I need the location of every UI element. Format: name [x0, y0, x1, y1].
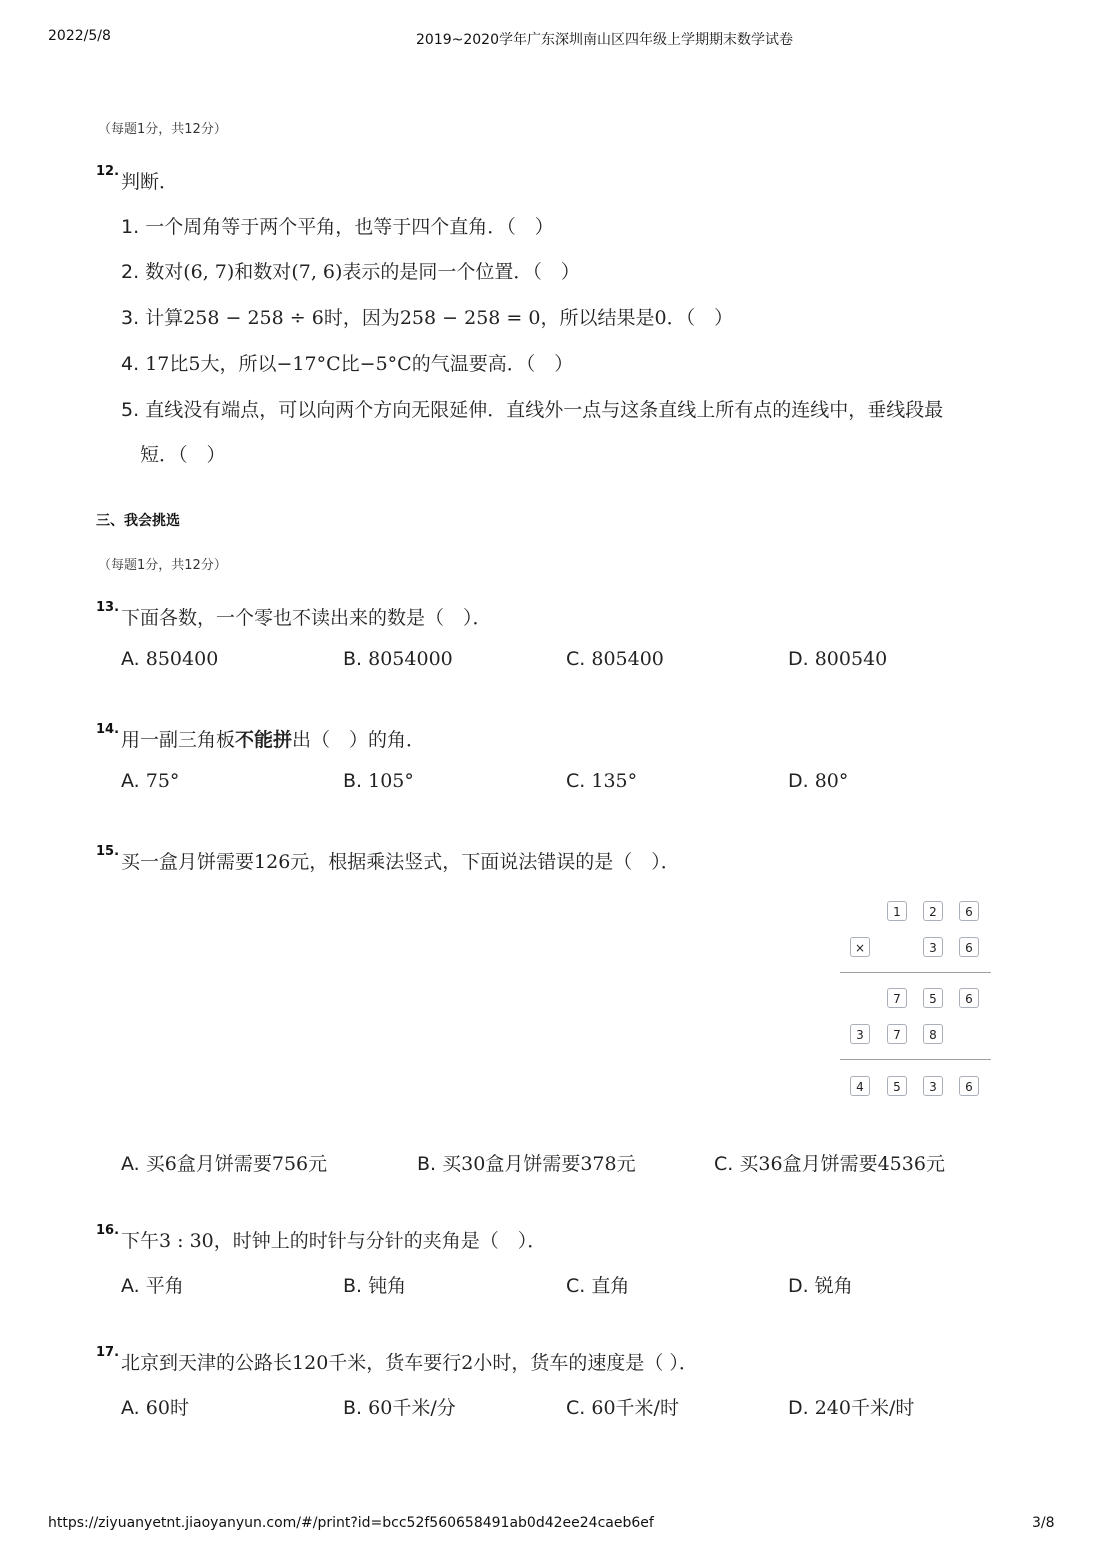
- digit-cell: 6: [959, 901, 979, 921]
- question-text: 用一副三角板不能拼出（ ）的角．: [121, 729, 426, 751]
- digit-cell: 3: [923, 937, 943, 957]
- section-score-note: （每题1分，共12分）: [98, 558, 227, 573]
- digit-cell: 7: [887, 1024, 907, 1044]
- times-sign-cell: ×: [850, 937, 870, 957]
- option-b[interactable]: B. 8054000: [343, 648, 453, 670]
- section-title: 三、我会挑选: [96, 513, 180, 529]
- question-number: 14.: [96, 722, 120, 737]
- digit-cell: 6: [959, 988, 979, 1008]
- question-number: 16.: [96, 1223, 120, 1238]
- option-a[interactable]: A. 75°: [121, 770, 180, 792]
- option-d[interactable]: D. 240千米/时: [788, 1397, 915, 1419]
- question-text: 判断．: [121, 171, 179, 193]
- digit-cell: 8: [923, 1024, 943, 1044]
- page-number: 3/8: [1032, 1515, 1055, 1531]
- calc-divider: [840, 1059, 991, 1060]
- option-a[interactable]: A. 平角: [121, 1275, 184, 1297]
- digit-cell: 3: [923, 1076, 943, 1096]
- digit-cell: 1: [887, 901, 907, 921]
- digit-cell: 5: [923, 988, 943, 1008]
- option-c[interactable]: C. 805400: [566, 648, 664, 670]
- digit-cell: 7: [887, 988, 907, 1008]
- judge-item-5-cont: 短．（ ）: [140, 444, 226, 466]
- digit-cell: 6: [959, 1076, 979, 1096]
- option-a[interactable]: A. 60时: [121, 1397, 189, 1419]
- digit-cell: 6: [959, 937, 979, 957]
- option-b[interactable]: B. 钝角: [343, 1275, 407, 1297]
- option-c[interactable]: C. 135°: [566, 770, 638, 792]
- question-text: 下午3 : 30，时钟上的时针与分针的夹角是（ ）．: [121, 1230, 547, 1252]
- calc-divider: [840, 972, 991, 973]
- judge-item-1: 1. 一个周角等于两个平角，也等于四个直角．（ ）: [121, 216, 554, 238]
- option-d[interactable]: D. 800540: [788, 648, 888, 670]
- option-b[interactable]: B. 105°: [343, 770, 414, 792]
- digit-cell: 5: [887, 1076, 907, 1096]
- option-d[interactable]: D. 锐角: [788, 1275, 853, 1297]
- question-text: 买一盒月饼需要126元，根据乘法竖式，下面说法错误的是（ ）．: [121, 851, 680, 873]
- option-a[interactable]: A. 买6盒月饼需要756元: [121, 1153, 328, 1175]
- question-number: 17.: [96, 1345, 120, 1360]
- question-text: 下面各数，一个零也不读出来的数是（ ）．: [121, 607, 492, 629]
- judge-item-5: 5. 直线没有端点，可以向两个方向无限延伸．直线外一点与这条直线上所有点的连线中，垂线段最: [121, 399, 944, 421]
- digit-cell: 3: [850, 1024, 870, 1044]
- question-number: 12.: [96, 164, 120, 179]
- option-b[interactable]: B. 60千米/分: [343, 1397, 456, 1419]
- option-a[interactable]: A. 850400: [121, 648, 219, 670]
- section-score-note: （每题1分，共12分）: [98, 122, 227, 137]
- option-c[interactable]: C. 直角: [566, 1275, 630, 1297]
- print-date: 2022/5/8: [48, 28, 111, 44]
- page-url[interactable]: https://ziyuanyetnt.jiaoyanyun.com/#/print?id=bcc52f560658491ab0d42ee24caeb6ef: [48, 1515, 654, 1531]
- question-number: 15.: [96, 844, 120, 859]
- question-number: 13.: [96, 600, 120, 615]
- option-c[interactable]: C. 买36盒月饼需要4536元: [714, 1153, 945, 1175]
- option-d[interactable]: D. 80°: [788, 770, 849, 792]
- digit-cell: 2: [923, 901, 943, 921]
- judge-item-3: 3. 计算258 − 258 ÷ 6时，因为258 − 258 = 0，所以结果是0．（ ）: [121, 307, 734, 329]
- judge-item-2: 2. 数对(6, 7)和数对(7, 6)表示的是同一个位置．（ ）: [121, 261, 580, 283]
- option-b[interactable]: B. 买30盒月饼需要378元: [417, 1153, 636, 1175]
- digit-cell: 4: [850, 1076, 870, 1096]
- judge-item-4: 4. 17比5大，所以−17°C比−5°C的气温要高．（ ）: [121, 353, 574, 375]
- document-title: 2019~2020学年广东深圳南山区四年级上学期期末数学试卷: [416, 32, 793, 48]
- option-c[interactable]: C. 60千米/时: [566, 1397, 679, 1419]
- question-text: 北京到天津的公路长120千米，货车要行2小时，货车的速度是（ ）．: [121, 1352, 698, 1374]
